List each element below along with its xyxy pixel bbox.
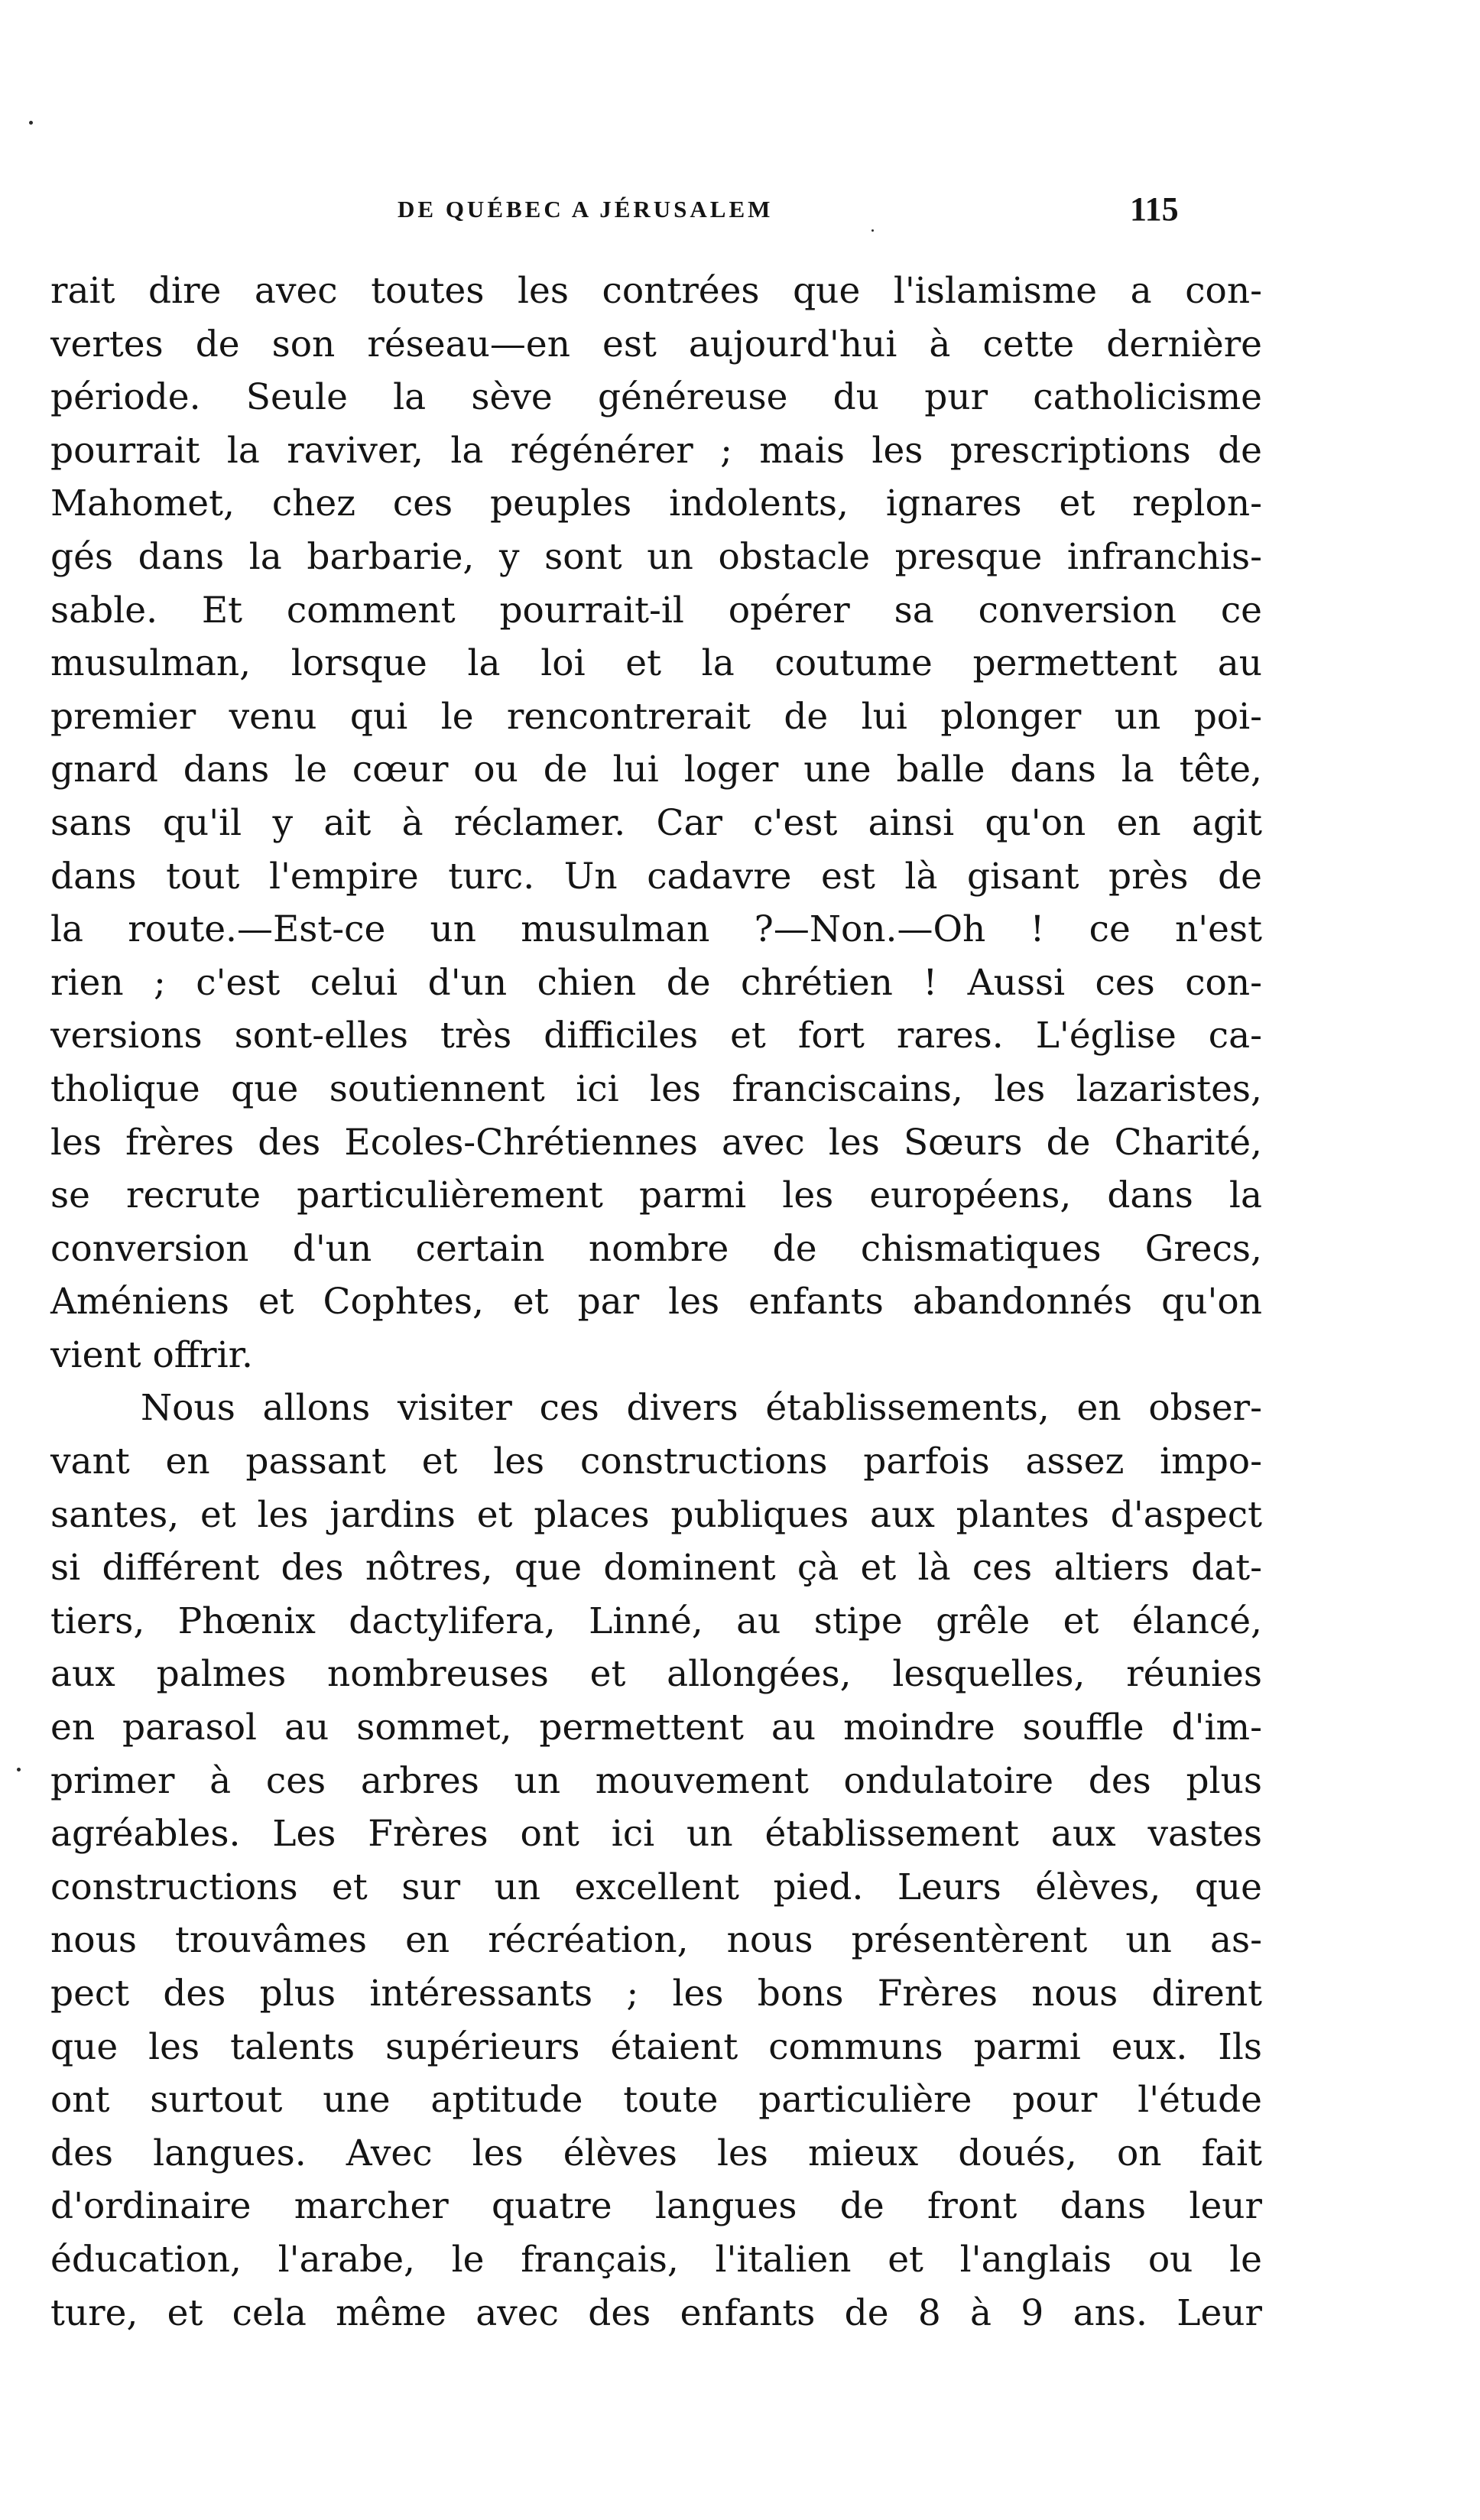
text-line: sable. Et comment pourrait-il opérer sa conversion ce — [50, 589, 1262, 632]
text-line: gés dans la barbarie, y sont un obstacle presque infranchis- — [50, 535, 1262, 578]
text-line: Nous allons visiter ces divers établissements, en obser- — [141, 1387, 1262, 1430]
text-line: en parasol au sommet, permettent au moindre souffle d'im- — [50, 1707, 1262, 1749]
text-line: musulman, lorsque la loi et la coutume permettent au — [50, 642, 1262, 685]
running-head — [0, 190, 1480, 235]
paragraph-continuation — [50, 265, 1262, 1382]
text-line: se recrute particulièrement parmi les européens, dans la — [50, 1174, 1262, 1217]
text-line: constructions et sur un excellent pied. Leurs élèves, que — [50, 1866, 1262, 1908]
body-text — [50, 265, 1262, 2340]
text-line: que les talents supérieurs étaient communs parmi eux. Ils — [50, 2025, 1262, 2068]
text-line: ture, et cela même avec des enfants de 8 à 9 ans. Leur — [50, 2291, 1262, 2334]
text-line: primer à ces arbres un mouvement ondulatoire des plus — [50, 1759, 1262, 1802]
text-line: la route.—Est-ce un musulman ?—Non.—Oh ! ce n'est — [50, 908, 1262, 951]
text-line: d'ordinaire marcher quatre langues de front dans leur — [50, 2185, 1262, 2228]
text-line: nous trouvâmes en récréation, nous présentèrent un as- — [50, 1919, 1262, 1962]
text-line: agréables. Les Frères ont ici un établissement aux vastes — [50, 1813, 1262, 1856]
text-line: Améniens et Cophtes, et par les enfants abandonnés qu'on — [50, 1281, 1262, 1323]
text-line: tholique que soutiennent ici les franciscains, les lazaristes, — [50, 1067, 1262, 1110]
text-line: éducation, l'arabe, le français, l'italien et l'anglais ou le — [50, 2238, 1262, 2281]
text-line: versions sont-elles très difficiles et fort rares. L'église ca- — [50, 1015, 1262, 1057]
text-line: vient offrir. — [50, 1333, 253, 1376]
text-line: premier venu qui le rencontrerait de lui plonger un poi- — [50, 695, 1262, 738]
text-line: sans qu'il y ait à réclamer. Car c'est ainsi qu'on en agit — [50, 801, 1262, 844]
text-line: santes, et les jardins et places publiques aux plantes d'aspect — [50, 1493, 1262, 1536]
running-title: DE QUÉBEC A JÉRUSALEM — [398, 196, 774, 222]
text-line: gnard dans le cœur ou de lui loger une balle dans la tête, — [50, 749, 1262, 791]
text-line: pect des plus intéressants ; les bons Frères nous dirent — [50, 1973, 1262, 2015]
text-line: Mahomet, chez ces peuples indolents, ignares et replon- — [50, 482, 1262, 525]
text-line: si différent des nôtres, que dominent çà et là ces altiers dat- — [50, 1547, 1262, 1590]
text-line: dans tout l'empire turc. Un cadavre est là gisant près de — [50, 855, 1262, 898]
text-line: rien ; c'est celui d'un chien de chrétien ! Aussi ces con- — [50, 961, 1262, 1004]
text-line: rait dire avec toutes les contrées que l'islamisme a con- — [50, 270, 1262, 312]
text-line: des langues. Avec les élèves les mieux doués, on fait — [50, 2132, 1262, 2174]
ink-speck — [29, 121, 33, 125]
page-number: 115 — [1130, 190, 1179, 228]
paragraph-visit — [50, 1382, 1262, 2340]
ink-speck — [17, 1768, 21, 1771]
text-line: tiers, Phœnix dactylifera, Linné, au stipe grêle et élancé, — [50, 1599, 1262, 1642]
text-line: pourrait la raviver, la régénérer ; mais les prescriptions de — [50, 429, 1262, 472]
text-line: vant en passant et les constructions parfois assez impo- — [50, 1440, 1262, 1483]
text-line: conversion d'un certain nombre de chismatiques Grecs, — [50, 1227, 1262, 1270]
text-line: les frères des Ecoles-Chrétiennes avec les Sœurs de Charité, — [50, 1121, 1262, 1164]
text-line: ont surtout une aptitude toute particulière pour l'étude — [50, 2079, 1262, 2122]
text-line: aux palmes nombreuses et allongées, lesquelles, réunies — [50, 1653, 1262, 1696]
text-line: vertes de son réseau—en est aujourd'hui à cette dernière — [50, 323, 1262, 365]
text-line: période. Seule la sève généreuse du pur catholicisme — [50, 376, 1262, 419]
